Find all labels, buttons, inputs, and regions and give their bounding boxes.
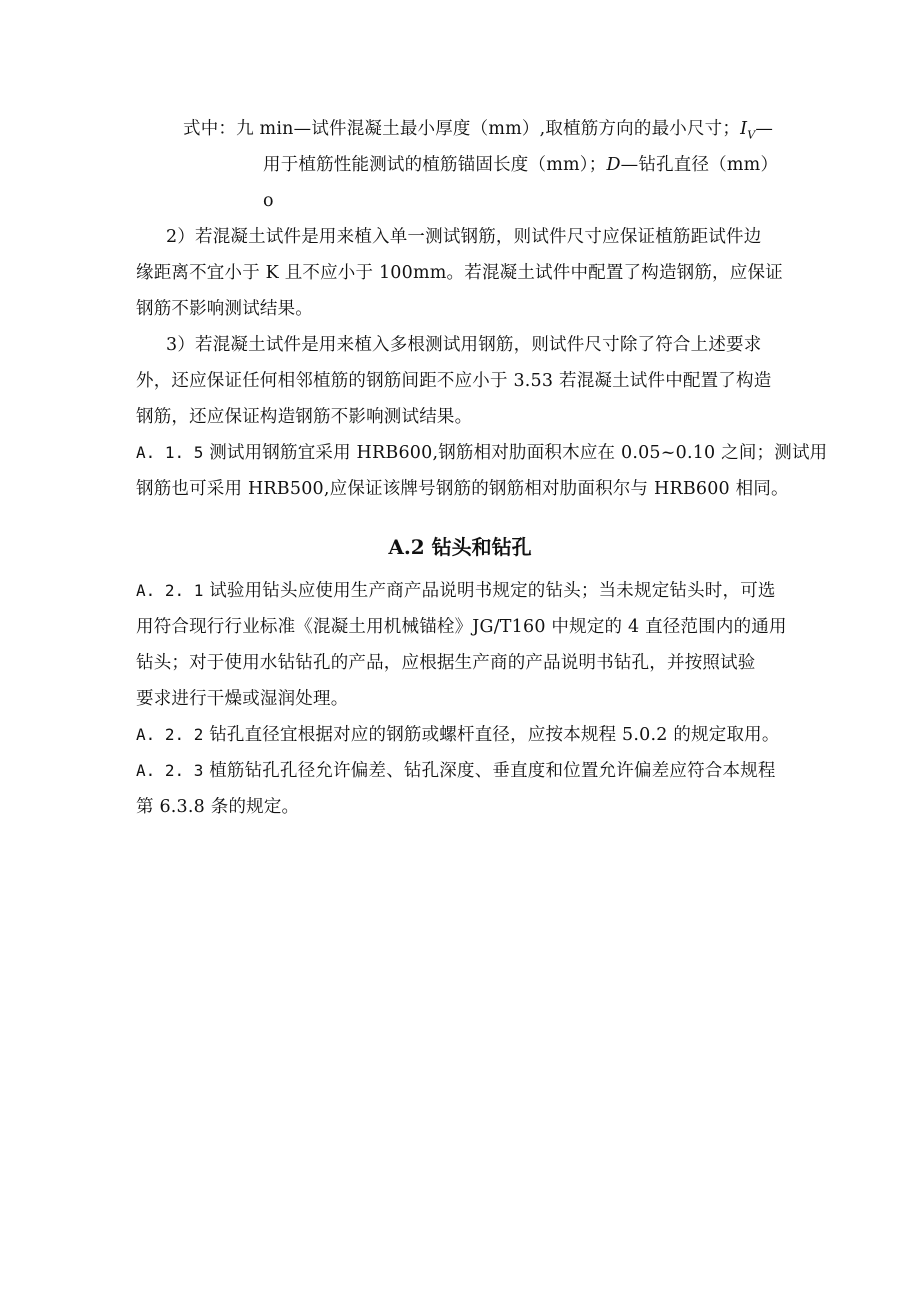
where-clause-line-3: o <box>263 191 274 211</box>
section-heading: A.2 钻头和钻孔 <box>388 535 532 559</box>
clause-a-2-1-line-4: 要求进行干燥或湿润处理。 <box>136 689 349 709</box>
clause-number: A. 2. 2 <box>136 725 204 744</box>
clause-a-2-3-line-2: 第 6.3.8 条的规定。 <box>136 797 300 817</box>
clause-a-2-3-line-1: A. 2. 3 植筋钻孔孔径允许偏差、钻孔深度、垂直度和位置允许偏差应符合本规程 <box>136 761 776 781</box>
item-3-line-1: 3）若混凝土试件是用来植入多根测试用钢筋，则试件尺寸除了符合上述要求 <box>166 335 762 355</box>
clause-a-1-5-line-1: A. 1. 5 测试用钢筋宜采用 HRB600,钢筋相对肋面积木应在 0.05~0.10 之间；测试用 <box>136 443 828 463</box>
clause-number: A. 1. 5 <box>136 443 204 462</box>
symbol-l-subscript: V <box>747 128 756 142</box>
clause-a-2-1-line-2: 用符合现行行业标准《混凝土用机械锚栓》JG/T160 中规定的 4 直径范围内的通用 <box>136 617 787 637</box>
item-3-line-2: 外，还应保证任何相邻植筋的钢筋间距不应小于 3.53 若混凝土试件中配置了构造 <box>136 371 772 391</box>
clause-number: A. 2. 3 <box>136 761 204 780</box>
clause-a-2-1-line-1: A. 2. 1 试验用钻头应使用生产商产品说明书规定的钻头；当未规定钻头时，可选 <box>136 581 776 601</box>
clause-a-1-5-line-2: 钢筋也可采用 HRB500,应保证该牌号钢筋的钢筋相对肋面积尔与 HRB600 相同。 <box>136 479 789 499</box>
symbol-d: D <box>606 155 621 175</box>
item-3-line-3: 钢筋，还应保证构造钢筋不影响测试结果。 <box>136 407 473 427</box>
clause-a-2-1-line-3: 钻头；对于使用水钻钻孔的产品，应根据生产商的产品说明书钻孔，并按照试验 <box>136 653 756 673</box>
clause-number: A. 2. 1 <box>136 581 204 600</box>
where-clause-line-1: 式中：九 min—试件混凝土最小厚度（mm）,取植筋方向的最小尺寸；$I_V—$ <box>183 119 774 142</box>
symbol-l: I <box>740 119 748 139</box>
item-2-line-2: 缘距离不宜小于 K 且不应小于 100mm。若混凝土试件中配置了构造钢筋，应保证 <box>136 263 783 283</box>
item-2-line-1: 2）若混凝土试件是用来植入单一测试钢筋，则试件尺寸应保证植筋距试件边 <box>166 227 762 247</box>
item-2-line-3: 钢筋不影响测试结果。 <box>136 299 313 319</box>
clause-a-2-2-line-1: A. 2. 2 钻孔直径宜根据对应的钢筋或螺杆直径，应按本规程 5.0.2 的规定取用。 <box>136 725 780 745</box>
where-clause-line-2: 用于植筋性能测试的植筋锚固长度（mm）；D—钻孔直径（mm） <box>263 155 779 175</box>
